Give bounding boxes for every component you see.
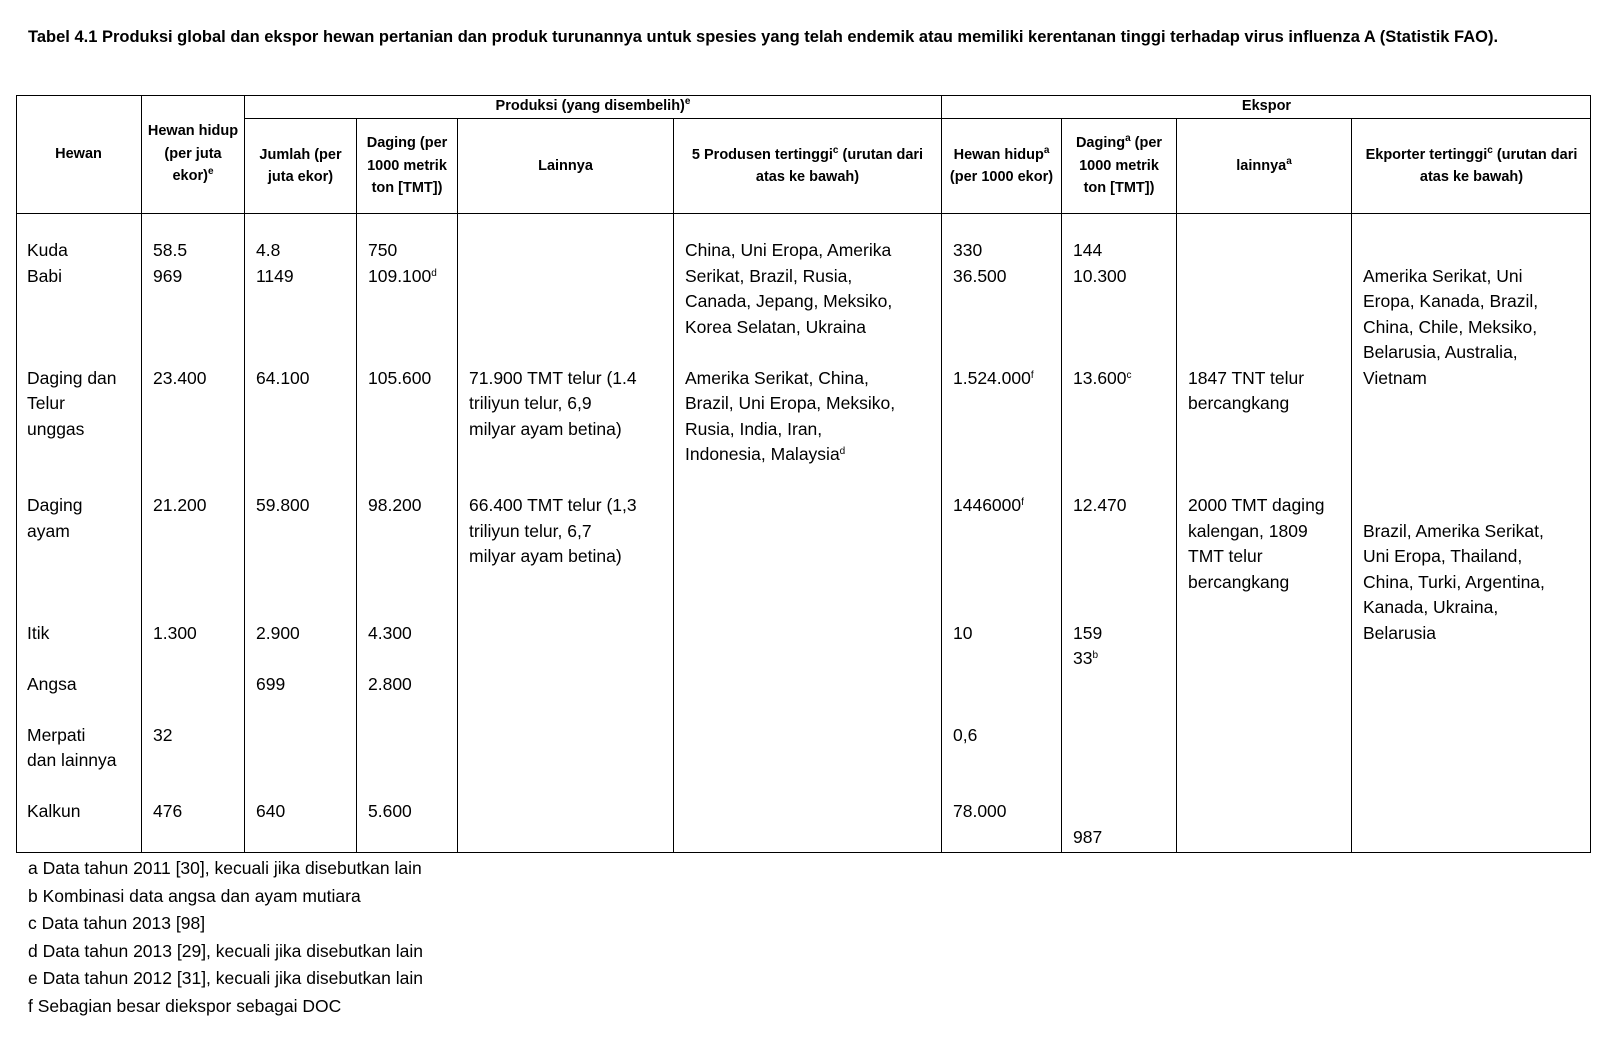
column-lainnya: 71.900 TMT telur (1.4 triliyun telur, 6,9 milyar ayam betina) 66.400 TMT telur (1,3 triliyun telur, 6,7 milyar ayam betina)	[457, 213, 673, 853]
column-jumlah: 4.8 1149 64.100 59.800 2.900 699 640	[244, 213, 356, 853]
header-eksporter: Ekporter tertinggi$^c$ (urutan dari atas ke bawah)	[1351, 118, 1591, 213]
header-ekspor: Ekspor	[941, 95, 1591, 118]
column-hewan-hidup-ekspor: 330 36.500 1.524.000$^f$ 1446000$^f$ 10 0,6 78.000	[941, 213, 1061, 853]
footnote-d: d Data tahun 2013 [29], kecuali jika disebutkan lain	[28, 940, 423, 961]
column-daging-ekspor: 144 10.300 13.600$^c$ 12.470 159 33$^b$ 987	[1061, 213, 1176, 853]
column-produsen: China, Uni Eropa, Amerika Serikat, Brazil, Rusia, Canada, Jepang, Meksiko, Korea Selatan, Ukraina Amerika Serikat, China, Brazil, Uni Eropa, Meksiko, Rusia, India, Iran, Indonesia, Malaysia$^d$	[673, 213, 941, 853]
table-caption: Tabel 4.1 Produksi global dan ekspor hewan pertanian dan produk turunannya untuk spesies yang telah endemik atau memiliki kerentanan tinggi terhadap virus influenza A (Statistik FAO).	[28, 28, 1499, 46]
footnote-a: a Data tahun 2011 [30], kecuali jika disebutkan lain	[28, 858, 422, 878]
header-hewan-hidup: Hewan hidup (per juta ekor)$^e$	[141, 95, 244, 213]
header-daging-ekspor: Daging$^a$ (per 1000 metrik ton [TMT])	[1061, 118, 1176, 213]
footnote-e: e Data tahun 2012 [31], kecuali jika disebutkan lain	[28, 968, 423, 988]
column-lainnya-ekspor: 1847 TNT telur bercangkang 2000 TMT daging kalengan, 1809 TMT telur bercangkang	[1176, 213, 1351, 853]
column-hewan-hidup: 58.5 969 23.400 21.200 1.300 32 476	[141, 213, 244, 853]
column-daging-produksi: 750 109.100$^d$ 105.600 98.200 4.300 2.800 5.600	[356, 213, 457, 853]
header-jumlah: Jumlah (per juta ekor)	[244, 118, 356, 213]
column-hewan: Kuda Babi Daging dan Telur unggas Daging ayam Itik Angsa Merpati dan lainnya Kalkun	[16, 213, 141, 853]
data-table	[16, 95, 1591, 853]
header-lainnya-ekspor: lainnya$^a$	[1176, 118, 1351, 213]
footnote-c: c Data tahun 2013 [98]	[28, 913, 206, 933]
header-hewan-hidup-ekspor: Hewan hidup$^a$ (per 1000 ekor)	[941, 118, 1061, 213]
footnotes	[28, 855, 423, 1020]
header-lainnya: Lainnya	[457, 118, 673, 213]
header-produksi: Produksi (yang disembelih)$^e$	[244, 95, 941, 118]
column-eksporter: Amerika Serikat, Uni Eropa, Kanada, Brazil, China, Chile, Meksiko, Belarusia, Australia, Vietnam Brazil, Amerika Serikat, Uni Eropa, Thailand, China, Turki, Argentina, Kanada, Ukraina, Belarusia	[1351, 213, 1591, 853]
footnote-f: f Sebagian besar diekspor sebagai DOC	[28, 995, 342, 1016]
header-produsen: 5 Produsen tertinggi$^c$ (urutan dari atas ke bawah)	[673, 118, 941, 213]
footnote-b: b Kombinasi data angsa dan ayam mutiara	[28, 885, 361, 906]
header-daging-produksi: Daging (per 1000 metrik ton [TMT])	[356, 118, 457, 213]
header-hewan: Hewan	[55, 145, 102, 162]
